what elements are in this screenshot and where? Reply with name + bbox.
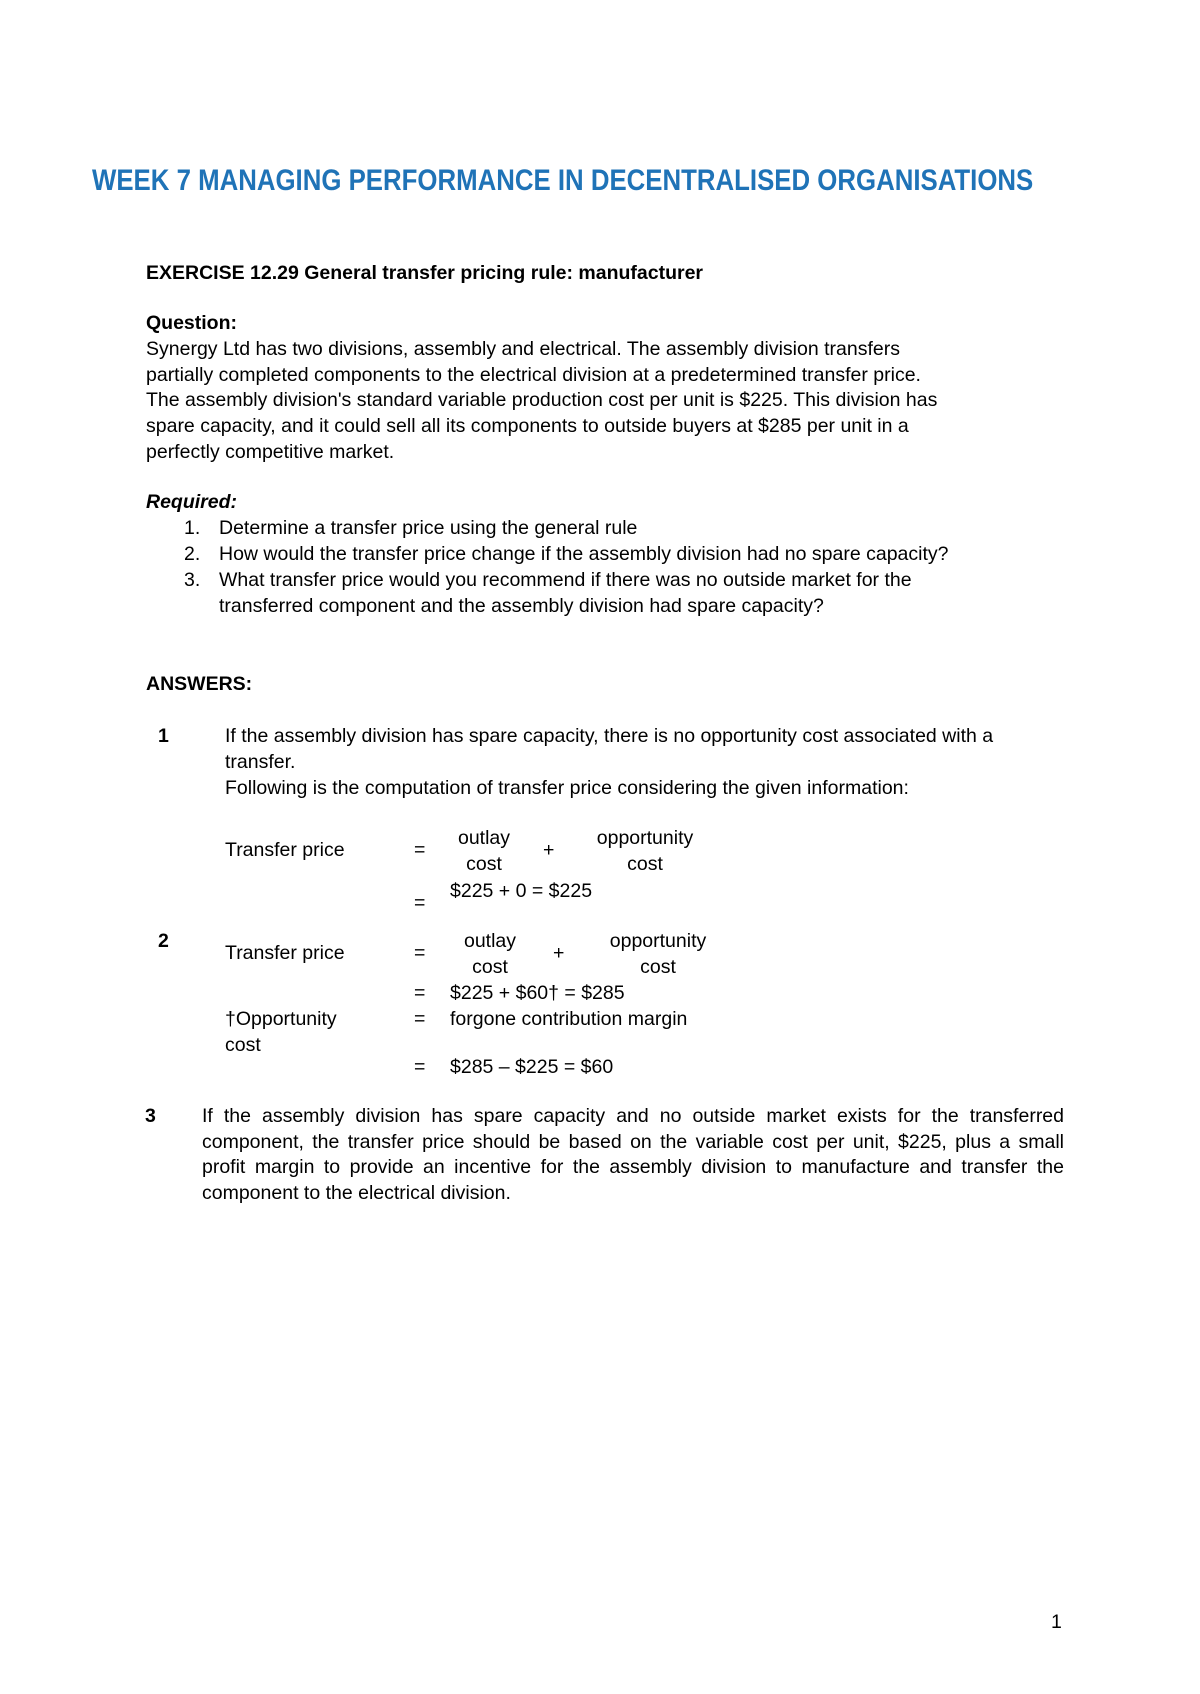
question-line: partially completed components to the electrical division at a predetermined transfer price. [146, 363, 921, 386]
answers-label: ANSWERS: [146, 673, 253, 695]
opportunity-cost-term [585, 826, 705, 877]
equals-sign: = [414, 839, 426, 861]
list-number: 3. [184, 569, 201, 591]
opportunity-cost-term [598, 929, 718, 980]
list-number: 2. [184, 543, 201, 565]
answer-number: 3 [145, 1105, 156, 1127]
equals-sign: = [414, 982, 426, 1004]
outlay-cost-term [450, 929, 530, 980]
answer-number: 2 [158, 930, 169, 952]
answer-line: transfer. [225, 751, 296, 773]
list-item: How would the transfer price change if the assembly division had no spare capacity? [219, 543, 949, 565]
formula-result: $225 + 0 = $225 [450, 880, 593, 902]
formula-result: $225 + $60† = $285 [450, 982, 625, 1004]
formula-label: Transfer price [225, 942, 345, 964]
term-line: outlay [463, 930, 517, 952]
equals-sign: = [414, 1056, 426, 1078]
list-number: 1. [184, 517, 201, 539]
term-line: cost [466, 852, 502, 875]
page-title: WEEK 7 MANAGING PERFORMANCE IN DECENTRALISED ORGANISATIONS [92, 164, 1034, 197]
term-line: opportunity [609, 930, 707, 952]
plus-sign: + [553, 942, 565, 964]
question-line: perfectly competitive market. [146, 440, 395, 463]
term-line: cost [627, 852, 663, 875]
required-label: Required: [146, 491, 238, 513]
outlay-cost-term [444, 826, 524, 877]
answer-paragraph: If the assembly division has spare capacity and no outside market exists for the transferred component, the transfer price should be based on the variable cost per unit, $225, plus a small profit margin to provide an incentive for the assembly division to manufacture and transfer the component to the electrical division. [202, 1105, 1064, 1205]
page-number: 1 [1051, 1611, 1062, 1633]
question-label: Question: [146, 312, 237, 334]
formula-label: Transfer price [225, 839, 345, 861]
equals-sign: = [414, 942, 426, 964]
question-line: The assembly division's standard variable production cost per unit is $225. This division has [146, 389, 938, 412]
list-item: Determine a transfer price using the general rule [219, 517, 638, 539]
question-text [146, 337, 937, 466]
plus-sign: + [543, 839, 555, 861]
list-item: What transfer price would you recommend if there was no outside market for the [219, 569, 912, 591]
note-value: forgone contribution margin [450, 1008, 688, 1030]
equals-sign: = [414, 1008, 426, 1030]
equals-sign: = [414, 892, 426, 914]
term-line: opportunity [596, 827, 694, 849]
list-item-continuation: transferred component and the assembly division had spare capacity? [219, 595, 824, 617]
term-line: outlay [457, 827, 511, 849]
term-line: cost [472, 955, 508, 978]
note-result: $285 – $225 = $60 [450, 1056, 614, 1078]
note-label-line: cost [225, 1033, 261, 1056]
note-label [225, 1007, 337, 1058]
answer-line: Following is the computation of transfer price considering the given information: [225, 777, 909, 799]
answer-number: 1 [158, 725, 169, 747]
answer-line: If the assembly division has spare capacity, there is no opportunity cost associated with a [225, 725, 994, 747]
question-line: spare capacity, and it could sell all its components to outside buyers at $285 per unit in a [146, 415, 909, 438]
term-line: cost [640, 955, 676, 978]
question-line: Synergy Ltd has two divisions, assembly and electrical. The assembly division transfers [146, 338, 900, 360]
exercise-heading: EXERCISE 12.29 General transfer pricing rule: manufacturer [146, 262, 704, 284]
note-label-line: †Opportunity [225, 1008, 337, 1030]
